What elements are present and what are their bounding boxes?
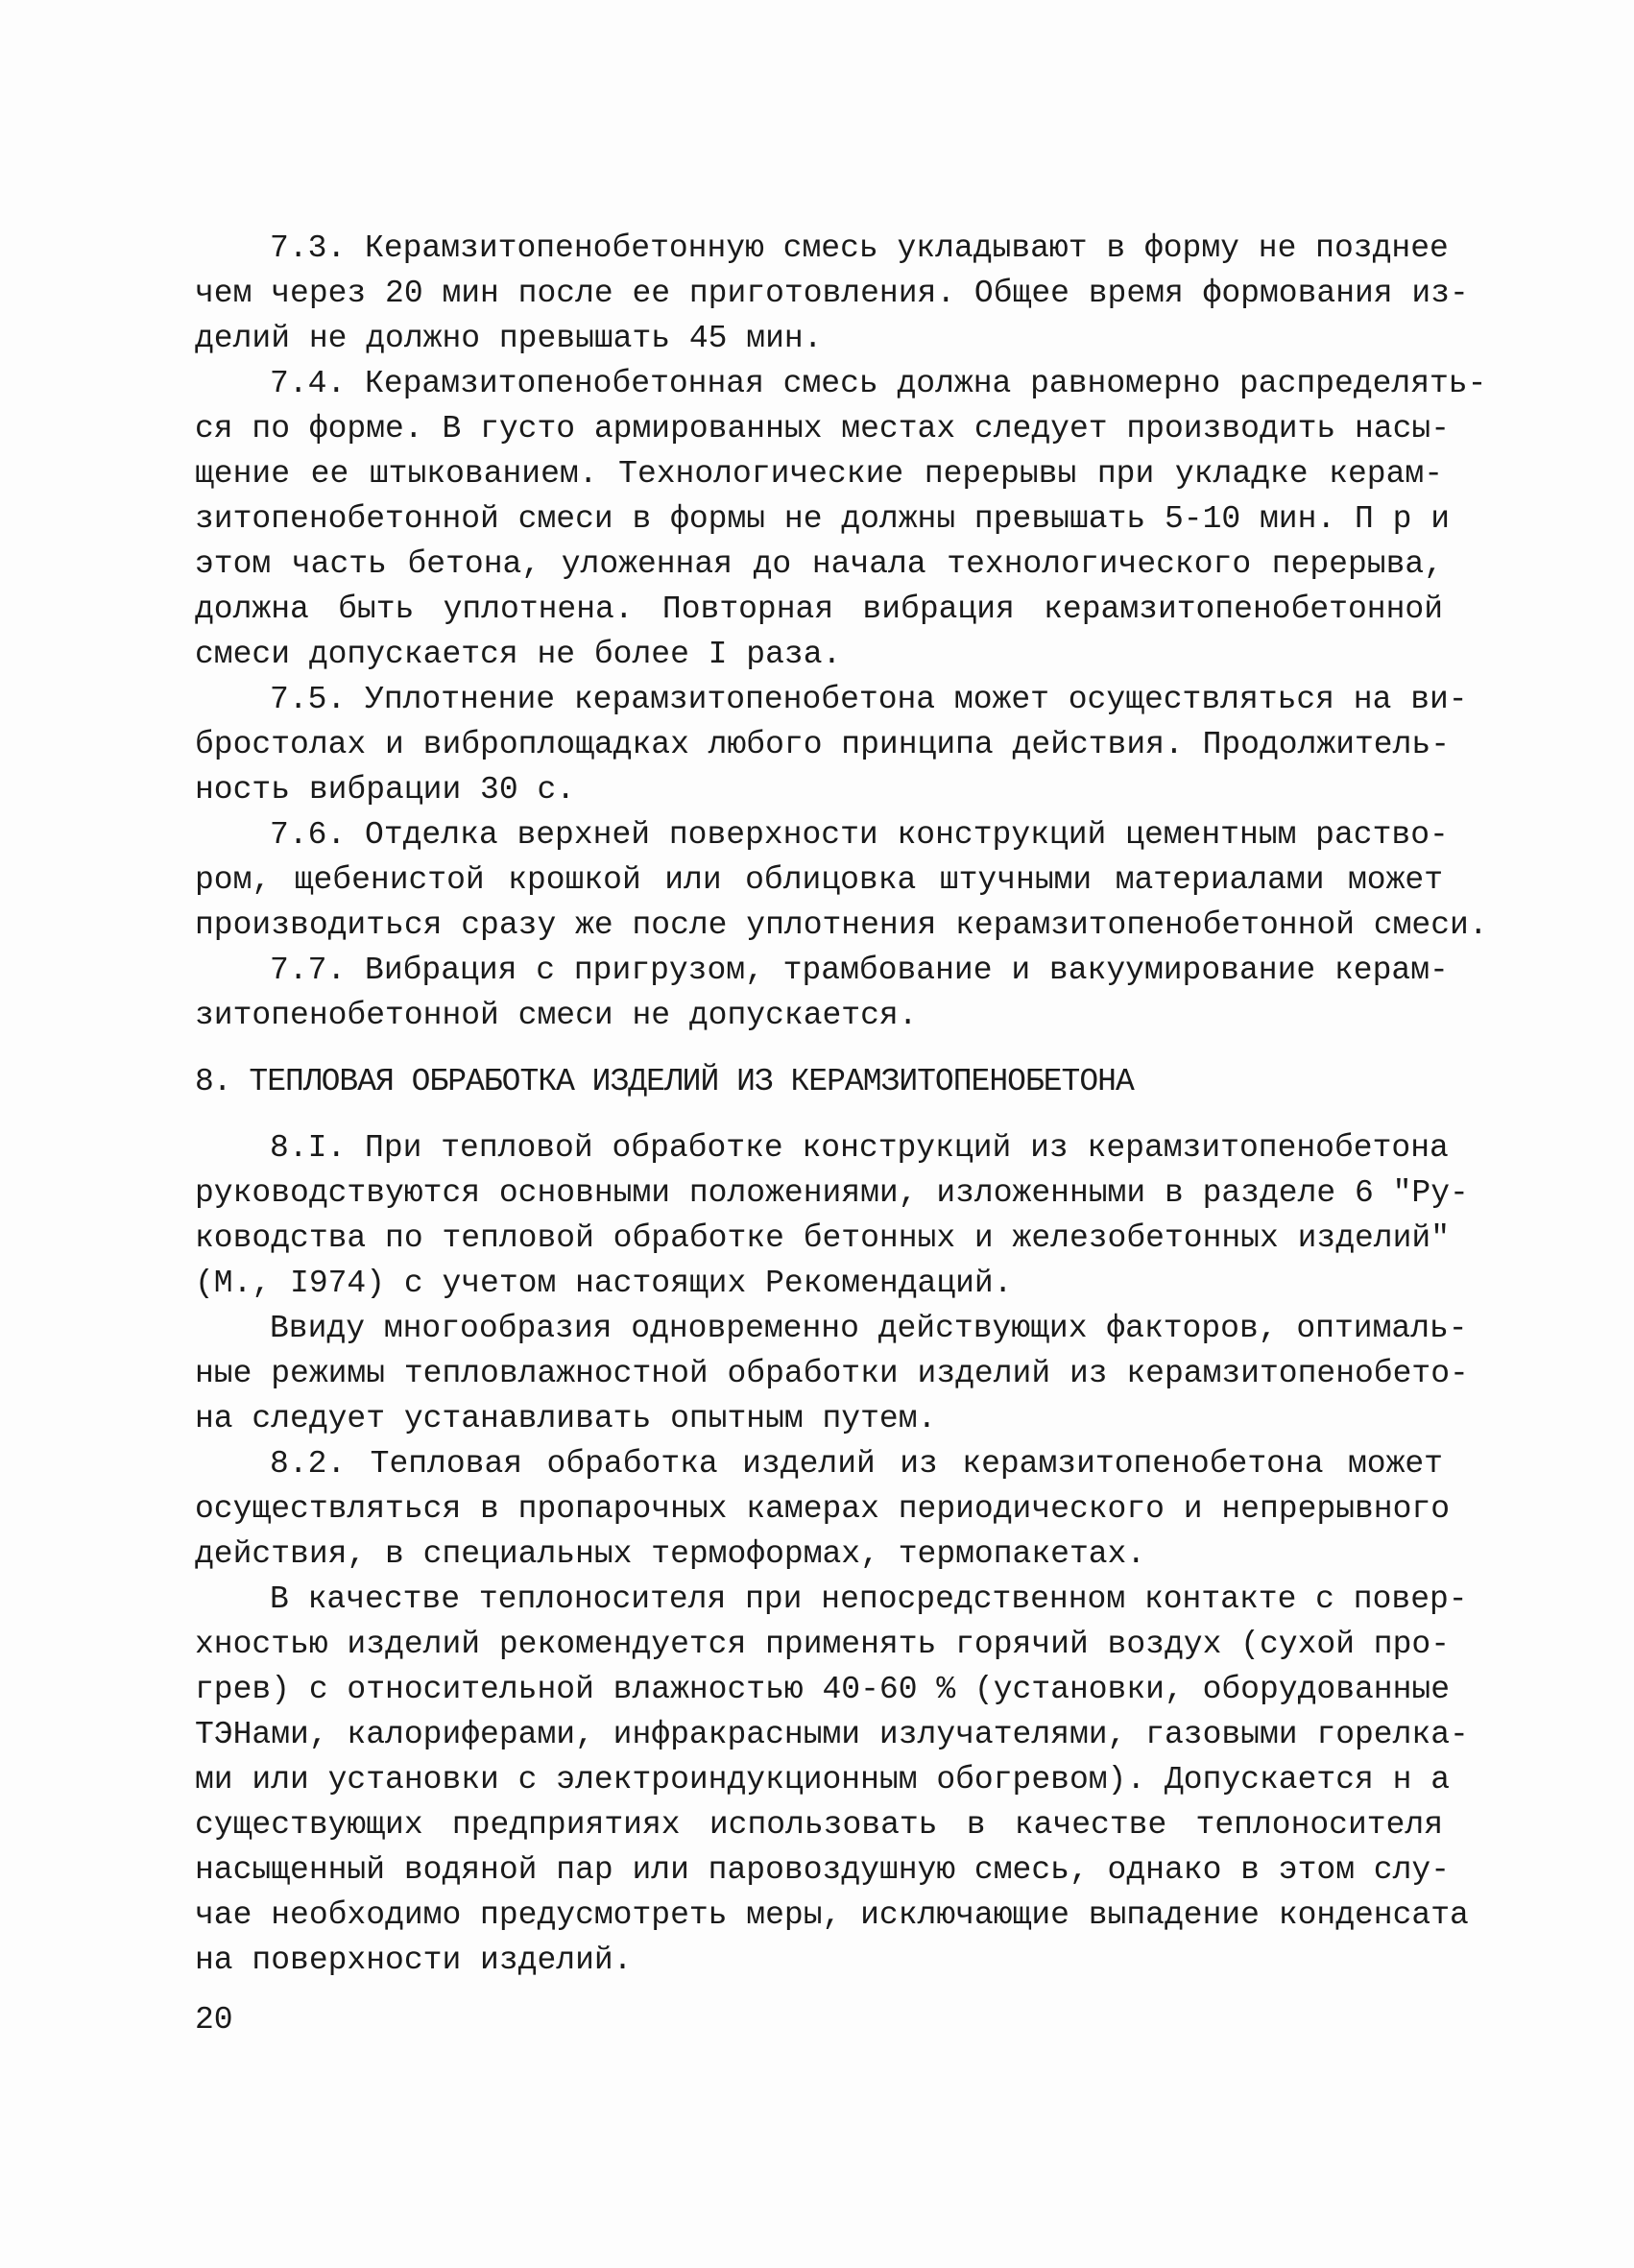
text-line: 7.5. Уплотнение керамзитопенобетона может осуществляться на ви- — [270, 682, 1468, 717]
text-line: 7.3. Керамзитопенобетонную смесь укладывают в форму не позднее — [270, 230, 1449, 266]
text-line: ТЭНами, калориферами, инфракрасными излучателями, газовыми горелка- — [195, 1717, 1469, 1752]
text-line: ность вибрации 30 с. — [195, 772, 576, 808]
text-line: руководствуются основными положениями, изложенными в разделе 6 "Ру- — [195, 1175, 1469, 1211]
text-line: щение ее штыкованием. Технологические перерывы при укладке керам- — [195, 456, 1443, 492]
text-line: действия, в специальных термоформах, термопакетах. — [195, 1536, 1146, 1572]
text-line: чем через 20 мин после ее приготовления. Общее время формования из- — [195, 276, 1469, 311]
paragraph-8-1 — [195, 1125, 1469, 1306]
text-line: 7.6. Отделка верхней поверхности конструкций цементным раство- — [270, 817, 1449, 853]
text-line: 8.I. При тепловой обработке конструкций из керамзитопенобетона — [270, 1130, 1449, 1166]
text-line: на следует устанавливать опытным путем. — [195, 1401, 937, 1436]
paragraph-7-3 — [195, 226, 1469, 361]
paragraph-7-7 — [195, 948, 1449, 1038]
page-number: 20 — [195, 2002, 233, 2038]
section-heading: 8. ТЕПЛОВАЯ ОБРАБОТКА ИЗДЕЛИЙ ИЗ КЕРАМЗИТОПЕНОБЕТОНА — [195, 1064, 1134, 1099]
text-line: хностью изделий рекомендуется применять горячий воздух (сухой про- — [195, 1627, 1451, 1662]
paragraph-7-4 — [195, 361, 1487, 677]
text-line: (М., I974) с учетом настоящих Рекомендаций. — [195, 1266, 1013, 1301]
text-line: насыщенный водяной пар или паровоздушную смесь, однако в этом слу- — [195, 1852, 1451, 1888]
text-line: на поверхности изделий. — [195, 1942, 633, 1978]
text-line: должна быть уплотнена. Повторная вибрация керамзитопенобетонной — [195, 591, 1443, 627]
text-line: ководства по тепловой обработке бетонных и железобетонных изделий" — [195, 1220, 1451, 1256]
text-line: ся по форме. В густо армированных местах следует производить насы- — [195, 411, 1451, 446]
paragraph-7-5 — [195, 677, 1468, 812]
paragraph-8-2 — [195, 1441, 1451, 1577]
text-line: грев) с относительной влажностью 40-60 % (установки, оборудованные — [195, 1672, 1451, 1707]
text-line: зитопенобетонной смеси не допускается. — [195, 998, 918, 1033]
text-line: смеси допускается не более I раза. — [195, 637, 842, 672]
text-line: 8.2. Тепловая обработка изделий из керамзитопенобетона может — [270, 1446, 1443, 1482]
text-line: зитопенобетонной смеси в формы не должны превышать 5-10 мин. П р и — [195, 501, 1451, 537]
paragraph-8-1-continued — [195, 1306, 1469, 1441]
text-line: ром, щебенистой крошкой или облицовка штучными материалами может — [195, 862, 1443, 898]
text-line: Ввиду многообразия одновременно действующих факторов, оптималь- — [270, 1311, 1468, 1346]
text-line: бростолах и виброплощадках любого принципа действия. Продолжитель- — [195, 727, 1451, 762]
text-line: производиться сразу же после уплотнения керамзитопенобетонной смеси. — [195, 907, 1488, 943]
text-line: этом часть бетона, уложенная до начала технологического перерыва, — [195, 546, 1443, 582]
paragraph-8-2-continued — [195, 1577, 1469, 1983]
text-line: осуществляться в пропарочных камерах периодического и непрерывного — [195, 1491, 1451, 1527]
text-line: ные режимы тепловлажностной обработки изделий из керамзитопенобето- — [195, 1356, 1469, 1391]
text-line: существующих предприятиях использовать в качестве теплоносителя — [195, 1807, 1443, 1843]
text-line: 7.4. Керамзитопенобетонная смесь должна равномерно распределять- — [270, 366, 1487, 401]
paragraph-7-6 — [195, 812, 1488, 948]
body-text — [195, 226, 1488, 1983]
text-line: 7.7. Вибрация с пригрузом, трамбование и вакуумирование керам- — [270, 953, 1449, 988]
text-line: В качестве теплоносителя при непосредственном контакте с повер- — [270, 1581, 1468, 1617]
text-line: чае необходимо предусмотреть меры, исключающие выпадение конденсата — [195, 1897, 1469, 1933]
text-line: ми или установки с электроиндукционным обогревом). Допускается н а — [195, 1762, 1451, 1798]
text-line: делий не должно превышать 45 мин. — [195, 321, 823, 356]
